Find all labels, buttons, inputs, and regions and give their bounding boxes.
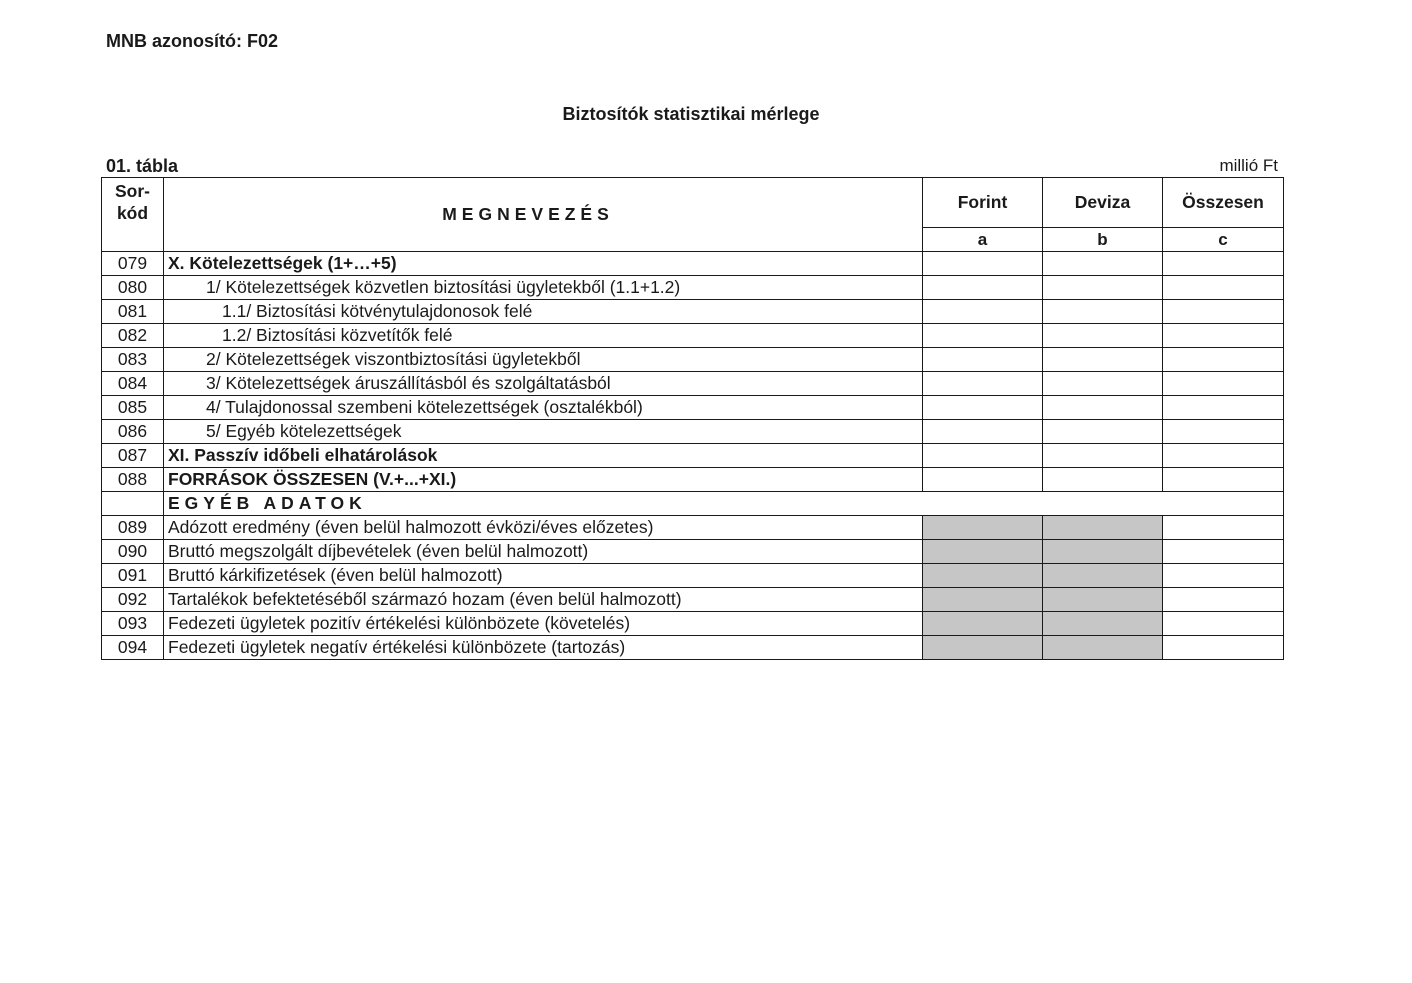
row-code: 082: [102, 324, 164, 348]
row-name: 4/ Tulajdonossal szembeni kötelezettségek (osztalékból): [164, 396, 923, 420]
cell-forint[interactable]: [923, 420, 1043, 444]
table-row: [102, 276, 1284, 300]
cell-total[interactable]: [1163, 324, 1284, 348]
row-code: 079: [102, 252, 164, 276]
cell-deviza-disabled: [1043, 588, 1163, 612]
table-row: [102, 324, 1284, 348]
row-code: 089: [102, 516, 164, 540]
cell-total[interactable]: [1163, 444, 1284, 468]
cell-deviza[interactable]: [1043, 396, 1163, 420]
cell-forint[interactable]: [923, 252, 1043, 276]
cell-forint[interactable]: [923, 300, 1043, 324]
row-name: Fedezeti ügyletek pozitív értékelési különbözete (követelés): [164, 612, 923, 636]
table-row: [102, 588, 1284, 612]
row-code: 088: [102, 468, 164, 492]
row-name: FORRÁSOK ÖSSZESEN (V.+...+XI.): [164, 468, 923, 492]
cell-total[interactable]: [1163, 516, 1284, 540]
cell-deviza[interactable]: [1043, 252, 1163, 276]
cell-total[interactable]: [1163, 300, 1284, 324]
row-name: Fedezeti ügyletek negatív értékelési különbözete (tartozás): [164, 636, 923, 660]
section-title: EGYÉB ADATOK: [164, 492, 1284, 516]
row-name: 1/ Kötelezettségek közvetlen biztosítási ügyletekből (1.1+1.2): [164, 276, 923, 300]
row-code: 084: [102, 372, 164, 396]
row-name: 3/ Kötelezettségek áruszállításból és szolgáltatásból: [164, 372, 923, 396]
row-name: XI. Passzív időbeli elhatárolások: [164, 444, 923, 468]
table-row: [102, 540, 1284, 564]
table-row: [102, 396, 1284, 420]
cell-deviza-disabled: [1043, 516, 1163, 540]
row-code: 090: [102, 540, 164, 564]
row-name: 5/ Egyéb kötelezettségek: [164, 420, 923, 444]
cell-total[interactable]: [1163, 372, 1284, 396]
row-name: Tartalékok befektetéséből származó hozam (éven belül halmozott): [164, 588, 923, 612]
header-code: Sor-kód: [102, 178, 164, 252]
row-code: 092: [102, 588, 164, 612]
cell-deviza[interactable]: [1043, 348, 1163, 372]
row-code: 080: [102, 276, 164, 300]
unit-label: millió Ft: [1219, 156, 1278, 175]
cell-forint-disabled: [923, 612, 1043, 636]
document-title: Biztosítók statisztikai mérlege: [562, 104, 820, 124]
cell-deviza-disabled: [1043, 612, 1163, 636]
cell-forint[interactable]: [923, 468, 1043, 492]
cell-total[interactable]: [1163, 588, 1284, 612]
cell-total[interactable]: [1163, 420, 1284, 444]
row-name: Adózott eredmény (éven belül halmozott évközi/éves előzetes): [164, 516, 923, 540]
table-row: [102, 468, 1284, 492]
row-code: 085: [102, 396, 164, 420]
cell-forint-disabled: [923, 564, 1043, 588]
table-row: [102, 300, 1284, 324]
cell-forint-disabled: [923, 636, 1043, 660]
header-forint-letter: a: [923, 228, 1043, 252]
table-row: [102, 516, 1284, 540]
row-name: 1.1/ Biztosítási kötvénytulajdonosok felé: [164, 300, 923, 324]
header-total-letter: c: [1163, 228, 1284, 252]
table-row: [102, 564, 1284, 588]
cell-total[interactable]: [1163, 468, 1284, 492]
cell-deviza[interactable]: [1043, 420, 1163, 444]
table-row: [102, 636, 1284, 660]
cell-deviza-disabled: [1043, 540, 1163, 564]
row-code: 094: [102, 636, 164, 660]
cell-deviza[interactable]: [1043, 444, 1163, 468]
cell-total[interactable]: [1163, 396, 1284, 420]
table-number: 01. tábla: [106, 156, 179, 176]
cell-forint[interactable]: [923, 348, 1043, 372]
cell-deviza[interactable]: [1043, 372, 1163, 396]
header-name: MEGNEVEZÉS: [164, 178, 923, 252]
row-code: [102, 492, 164, 516]
row-name: Bruttó kárkifizetések (éven belül halmozott): [164, 564, 923, 588]
cell-forint-disabled: [923, 540, 1043, 564]
cell-forint[interactable]: [923, 372, 1043, 396]
row-code: 086: [102, 420, 164, 444]
cell-forint[interactable]: [923, 396, 1043, 420]
table-row: [102, 612, 1284, 636]
cell-total[interactable]: [1163, 540, 1284, 564]
cell-deviza-disabled: [1043, 564, 1163, 588]
cell-total[interactable]: [1163, 636, 1284, 660]
cell-forint[interactable]: [923, 324, 1043, 348]
cell-forint-disabled: [923, 588, 1043, 612]
cell-total[interactable]: [1163, 564, 1284, 588]
table-row: [102, 420, 1284, 444]
balance-table: [101, 177, 1284, 660]
header-deviza-letter: b: [1043, 228, 1163, 252]
table-row: [102, 444, 1284, 468]
row-name: 1.2/ Biztosítási közvetítők felé: [164, 324, 923, 348]
cell-deviza[interactable]: [1043, 276, 1163, 300]
row-code: 093: [102, 612, 164, 636]
cell-forint-disabled: [923, 516, 1043, 540]
header-deviza: Deviza: [1043, 178, 1163, 228]
row-code: 091: [102, 564, 164, 588]
cell-deviza[interactable]: [1043, 300, 1163, 324]
mnb-identifier: MNB azonosító: F02: [106, 31, 279, 51]
cell-total[interactable]: [1163, 348, 1284, 372]
row-name: 2/ Kötelezettségek viszontbiztosítási ügyletekből: [164, 348, 923, 372]
row-code: 087: [102, 444, 164, 468]
cell-total[interactable]: [1163, 276, 1284, 300]
cell-total[interactable]: [1163, 612, 1284, 636]
row-name: Bruttó megszolgált díjbevételek (éven belül halmozott): [164, 540, 923, 564]
row-code: 083: [102, 348, 164, 372]
cell-forint[interactable]: [923, 444, 1043, 468]
cell-deviza[interactable]: [1043, 324, 1163, 348]
table-row: [102, 252, 1284, 276]
row-name: X. Kötelezettségek (1+…+5): [164, 252, 923, 276]
cell-deviza[interactable]: [1043, 468, 1163, 492]
cell-forint[interactable]: [923, 276, 1043, 300]
header-forint: Forint: [923, 178, 1043, 228]
cell-deviza-disabled: [1043, 636, 1163, 660]
header-total: Összesen: [1163, 178, 1284, 228]
table-row: [102, 372, 1284, 396]
table-row: [102, 348, 1284, 372]
cell-total[interactable]: [1163, 252, 1284, 276]
row-code: 081: [102, 300, 164, 324]
section-row: [102, 492, 1284, 516]
